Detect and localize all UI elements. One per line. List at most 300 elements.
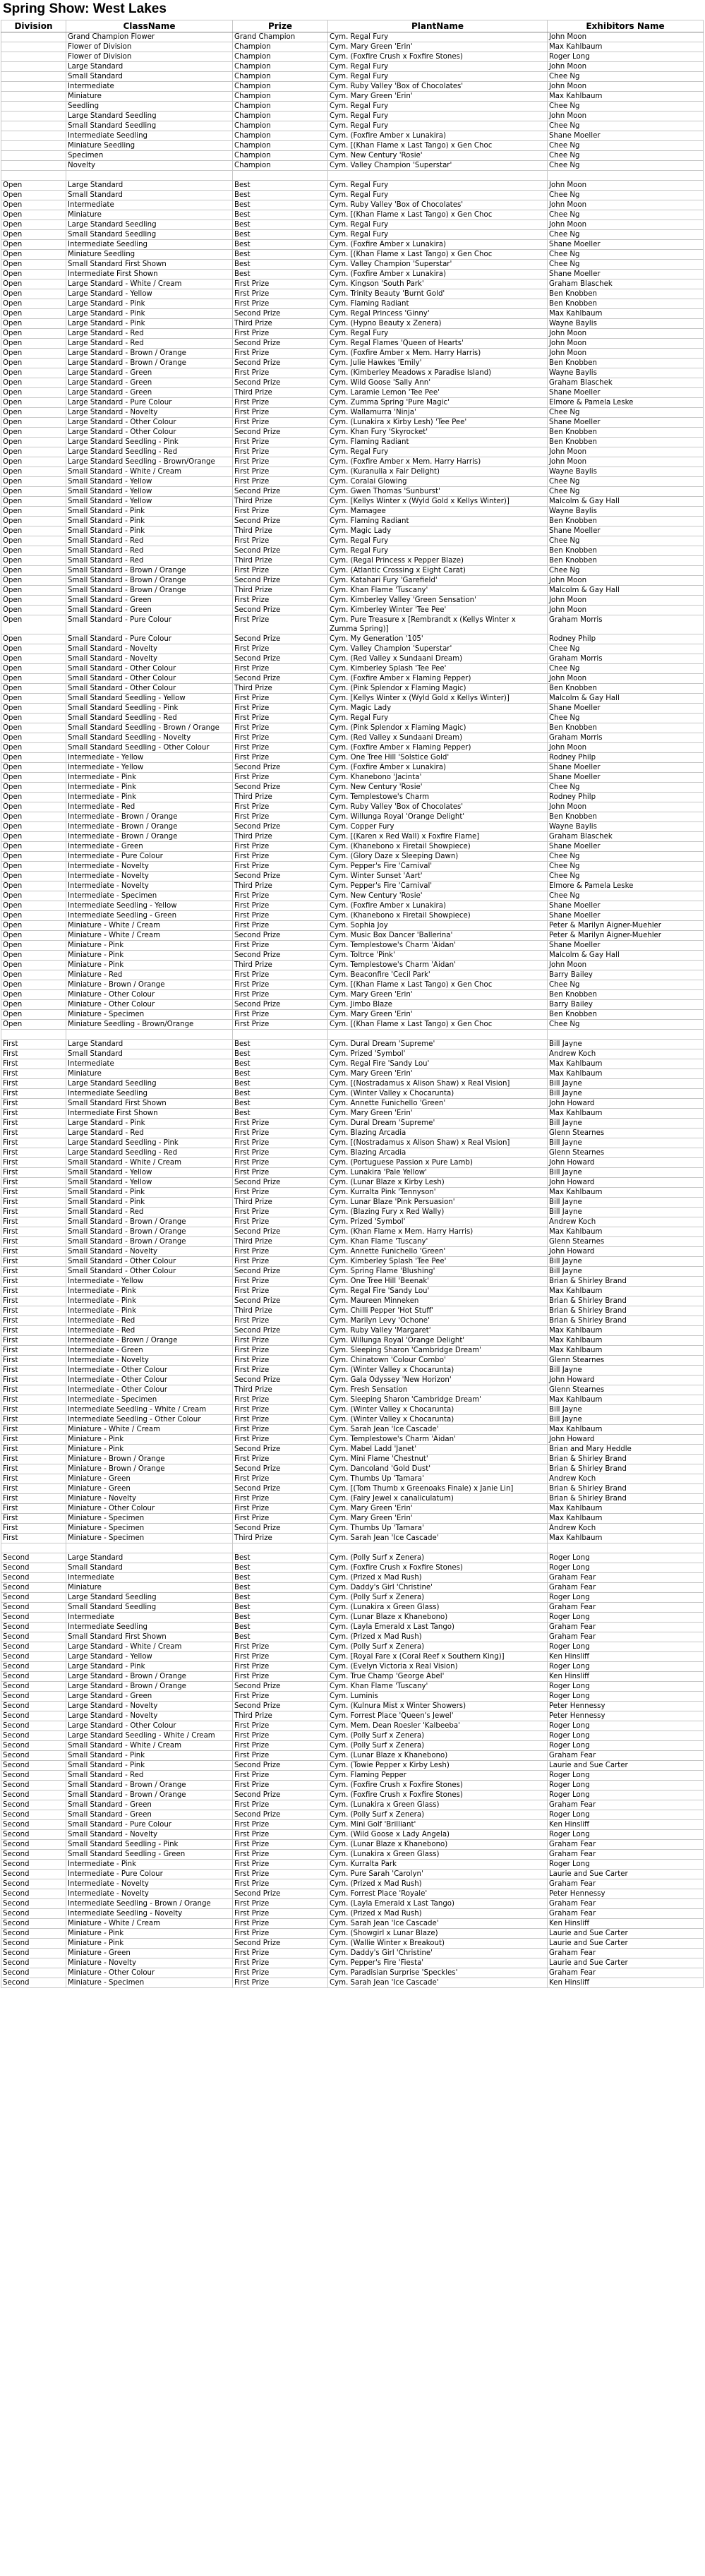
cell-classname: Small Standard - Red	[66, 546, 233, 556]
cell-prize: Best	[233, 1583, 328, 1593]
cell-division: Second	[1, 1919, 66, 1929]
table-row	[1, 1405, 704, 1415]
cell-division: Open	[1, 388, 66, 398]
cell-prize: Second Prize	[233, 822, 328, 832]
cell-prize: First Prize	[233, 1336, 328, 1346]
cell-prize: Third Prize	[233, 832, 328, 842]
cell-classname: Large Standard - Other Colour	[66, 428, 233, 438]
table-row	[1, 250, 704, 260]
table-row	[1, 349, 704, 359]
table-row	[1, 872, 704, 881]
table-row	[1, 862, 704, 872]
table-row	[1, 467, 704, 477]
cell-classname: Miniature	[66, 210, 233, 220]
cell-classname: Miniature - Green	[66, 1474, 233, 1484]
cell-exhibitor: Graham Blaschek	[548, 378, 704, 388]
cell-prize: First Prize	[233, 566, 328, 576]
cell-plantname: Cym. Annette Funichello 'Green'	[328, 1099, 548, 1109]
cell-exhibitor: Chee Ng	[548, 1020, 704, 1030]
cell-division: Open	[1, 536, 66, 546]
cell-division: Open	[1, 191, 66, 200]
cell-prize: Best	[233, 230, 328, 240]
cell-division: Open	[1, 487, 66, 497]
table-row	[1, 1326, 704, 1336]
table-row	[1, 319, 704, 329]
cell-exhibitor: Glenn Stearnes	[548, 1237, 704, 1247]
cell-division: First	[1, 1208, 66, 1217]
cell-classname: Intermediate - Specimen	[66, 1395, 233, 1405]
cell-plantname: Cym. (Prized x Mad Rush)	[328, 1573, 548, 1583]
cell-exhibitor: Chee Ng	[548, 477, 704, 487]
cell-division: First	[1, 1267, 66, 1277]
cell-classname: Intermediate - Yellow	[66, 753, 233, 763]
table-row	[1, 438, 704, 447]
cell-division: Open	[1, 408, 66, 418]
table-row	[1, 1198, 704, 1208]
cell-plantname: Cym. Wild Goose 'Sally Ann'	[328, 378, 548, 388]
cell-prize: Champion	[233, 52, 328, 62]
table-row	[1, 1751, 704, 1761]
cell-classname: Large Standard	[66, 1553, 233, 1563]
cell-division: Open	[1, 743, 66, 753]
cell-division	[1, 82, 66, 92]
cell-division: First	[1, 1464, 66, 1474]
cell-plantname: Cym. New Century 'Rosie'	[328, 783, 548, 793]
cell-prize: First Prize	[233, 1474, 328, 1484]
cell-prize: Second Prize	[233, 1296, 328, 1306]
cell-division: Open	[1, 921, 66, 931]
cell-prize: Second Prize	[233, 1227, 328, 1237]
cell-prize: First Prize	[233, 644, 328, 654]
cell-classname: Small Standard - Other Colour	[66, 1267, 233, 1277]
cell-plantname: Cym. Thumbs Up 'Tamara'	[328, 1524, 548, 1534]
cell-plantname: Cym. New Century 'Rosie'	[328, 151, 548, 161]
cell-classname: Small Standard - Red	[66, 1208, 233, 1217]
cell-exhibitor: Graham Morris	[548, 733, 704, 743]
cell-exhibitor: Graham Fear	[548, 1968, 704, 1978]
cell-plantname: Cym. Regal Fury	[328, 546, 548, 556]
cell-prize: Champion	[233, 92, 328, 102]
cell-division: Open	[1, 497, 66, 507]
cell-prize: Second Prize	[233, 606, 328, 615]
cell-prize: Second Prize	[233, 1376, 328, 1385]
cell-classname: Large Standard - Brown / Orange	[66, 349, 233, 359]
table-row	[1, 230, 704, 240]
cell-division: Open	[1, 980, 66, 990]
cell-classname: Small Standard - Yellow	[66, 1178, 233, 1188]
table-row	[1, 763, 704, 773]
cell-exhibitor: Ben Knobben	[548, 556, 704, 566]
cell-exhibitor: Shane Moeller	[548, 941, 704, 951]
cell-plantname: Cym. (Blazing Fury x Red Wally)	[328, 1208, 548, 1217]
table-row	[1, 606, 704, 615]
cell-division: First	[1, 1277, 66, 1287]
cell-classname: Intermediate - Pink	[66, 773, 233, 783]
table-row	[1, 1415, 704, 1425]
cell-plantname: Cym. Valley Champion 'Superstar'	[328, 644, 548, 654]
table-row	[1, 1188, 704, 1198]
cell-exhibitor: Bill Jayne	[548, 1119, 704, 1128]
cell-classname: Intermediate Seedling	[66, 240, 233, 250]
cell-division: First	[1, 1455, 66, 1464]
table-row	[1, 102, 704, 112]
cell-plantname: Cym. Khan Flame 'Tuscany'	[328, 1237, 548, 1247]
cell-division: Open	[1, 240, 66, 250]
cell-exhibitor: Roger Long	[548, 1563, 704, 1573]
cell-division: Second	[1, 1978, 66, 1988]
cell-plantname: Cym. [Kellys Winter x (Wyld Gold x Kellys Winter)]	[328, 694, 548, 704]
table-row	[1, 1109, 704, 1119]
cell-division	[1, 121, 66, 131]
cell-prize: Best	[233, 1069, 328, 1079]
table-row	[1, 1395, 704, 1405]
cell-exhibitor: Laurie and Sue Carter	[548, 1939, 704, 1949]
cell-prize: First Prize	[233, 802, 328, 812]
table-row	[1, 1010, 704, 1020]
cell-division: Open	[1, 852, 66, 862]
cell-exhibitor: Wayne Baylis	[548, 467, 704, 477]
table-row	[1, 1277, 704, 1287]
cell-division: Open	[1, 596, 66, 606]
cell-classname: Small Standard - Novelty	[66, 654, 233, 664]
cell-division	[1, 32, 66, 42]
cell-division: Second	[1, 1810, 66, 1820]
cell-classname: Large Standard - Green	[66, 1692, 233, 1702]
cell-exhibitor: Max Kahlbaum	[548, 1336, 704, 1346]
header-classname: ClassName	[66, 20, 233, 32]
cell-division: First	[1, 1079, 66, 1089]
cell-plantname: Cym. Gala Odyssey 'New Horizon'	[328, 1376, 548, 1385]
cell-division: Second	[1, 1800, 66, 1810]
cell-division: Open	[1, 1020, 66, 1030]
cell-exhibitor: Roger Long	[548, 1731, 704, 1741]
cell-exhibitor: Roger Long	[548, 1810, 704, 1820]
cell-plantname: Cym. Regal Fury	[328, 62, 548, 72]
cell-division: Second	[1, 1721, 66, 1731]
cell-prize: First Prize	[233, 1148, 328, 1158]
table-row	[1, 1741, 704, 1751]
cell-exhibitor: Roger Long	[548, 1790, 704, 1800]
cell-exhibitor: Chee Ng	[548, 852, 704, 862]
cell-division: Open	[1, 842, 66, 852]
table-row	[1, 1958, 704, 1968]
cell-division: First	[1, 1227, 66, 1237]
cell-exhibitor: Graham Fear	[548, 1850, 704, 1860]
cell-classname: Small Standard - Other Colour	[66, 674, 233, 684]
cell-division: Open	[1, 970, 66, 980]
cell-division: Second	[1, 1761, 66, 1771]
cell-exhibitor: Bill Jayne	[548, 1198, 704, 1208]
cell-classname: Intermediate - Pink	[66, 1860, 233, 1870]
cell-plantname: Cym. Mini Golf 'Brilliant'	[328, 1820, 548, 1830]
cell-plantname: Cym. (Polly Surf x Zenera)	[328, 1593, 548, 1603]
cell-plantname: Cym. (Kuranulla x Fair Delight)	[328, 467, 548, 477]
cell-exhibitor: Ken Hinsliff	[548, 1652, 704, 1662]
cell-classname: Miniature - Brown / Orange	[66, 1464, 233, 1474]
cell-plantname: Cym. Pepper's Fire 'Fiesta'	[328, 1958, 548, 1968]
cell-prize: Best	[233, 1109, 328, 1119]
cell-exhibitor: Elmore & Pamela Leske	[548, 881, 704, 891]
cell-division: Second	[1, 1949, 66, 1958]
cell-division: Open	[1, 941, 66, 951]
cell-exhibitor: Max Kahlbaum	[548, 1287, 704, 1296]
table-row	[1, 1030, 704, 1040]
cell-exhibitor: Max Kahlbaum	[548, 92, 704, 102]
table-row	[1, 309, 704, 319]
cell-exhibitor: John Moon	[548, 674, 704, 684]
cell-prize: First Prize	[233, 862, 328, 872]
cell-plantname: Cym. Trinity Beauty 'Burnt Gold'	[328, 289, 548, 299]
cell-exhibitor: Brian & Shirley Brand	[548, 1316, 704, 1326]
cell-plantname: Cym. Mary Green 'Erin'	[328, 92, 548, 102]
cell-classname: Intermediate - Pink	[66, 793, 233, 802]
cell-exhibitor: John Moon	[548, 802, 704, 812]
table-row	[1, 1939, 704, 1949]
cell-classname	[66, 1543, 233, 1553]
cell-classname: Intermediate Seedling	[66, 1089, 233, 1099]
cell-classname: Flower of Division	[66, 42, 233, 52]
cell-plantname: Cym. Kurralta Pink 'Tennyson'	[328, 1188, 548, 1198]
cell-division: Open	[1, 576, 66, 586]
cell-plantname: Cym. Blazing Arcadia	[328, 1128, 548, 1138]
cell-exhibitor: Max Kahlbaum	[548, 1534, 704, 1543]
cell-prize: Best	[233, 270, 328, 279]
cell-division: Open	[1, 901, 66, 911]
cell-classname: Large Standard - Pink	[66, 319, 233, 329]
table-row	[1, 1810, 704, 1820]
cell-exhibitor: Graham Fear	[548, 1800, 704, 1810]
cell-exhibitor: Ben Knobben	[548, 517, 704, 526]
cell-exhibitor: Chee Ng	[548, 536, 704, 546]
table-row	[1, 931, 704, 941]
table-row	[1, 980, 704, 990]
table-row	[1, 161, 704, 171]
cell-classname: Large Standard	[66, 181, 233, 191]
cell-plantname: Cym. Katahari Fury 'Garefield'	[328, 576, 548, 586]
cell-division: Open	[1, 517, 66, 526]
cell-plantname: Cym. (Winter Valley x Chocarunta)	[328, 1366, 548, 1376]
cell-prize: First Prize	[233, 1958, 328, 1968]
cell-division: First	[1, 1099, 66, 1109]
table-row	[1, 1899, 704, 1909]
cell-plantname: Cym. (Evelyn Victoria x Real Vision)	[328, 1662, 548, 1672]
cell-prize: Second Prize	[233, 1464, 328, 1474]
cell-division: First	[1, 1247, 66, 1257]
table-row	[1, 1761, 704, 1771]
table-row	[1, 1336, 704, 1346]
cell-plantname: Cym. Mary Green 'Erin'	[328, 1504, 548, 1514]
table-row	[1, 1682, 704, 1692]
table-row	[1, 368, 704, 378]
cell-exhibitor: Ben Knobben	[548, 723, 704, 733]
table-row	[1, 191, 704, 200]
cell-prize: Grand Champion	[233, 32, 328, 42]
table-row	[1, 487, 704, 497]
cell-plantname: Cym. Kimberley Valley 'Green Sensation'	[328, 596, 548, 606]
table-row	[1, 447, 704, 457]
cell-exhibitor: Graham Morris	[548, 654, 704, 664]
cell-prize: First Prize	[233, 1415, 328, 1425]
cell-prize: First Prize	[233, 368, 328, 378]
cell-exhibitor: Ben Knobben	[548, 299, 704, 309]
table-row	[1, 240, 704, 250]
cell-plantname: Cym. Mary Green 'Erin'	[328, 1010, 548, 1020]
table-row	[1, 1128, 704, 1138]
cell-exhibitor: Brian & Shirley Brand	[548, 1277, 704, 1287]
table-row	[1, 289, 704, 299]
cell-exhibitor: Shane Moeller	[548, 763, 704, 773]
cell-prize: First Prize	[233, 1830, 328, 1840]
table-row	[1, 753, 704, 763]
cell-exhibitor: Rodney Philp	[548, 793, 704, 802]
cell-prize: First Prize	[233, 1455, 328, 1464]
cell-exhibitor: Shane Moeller	[548, 270, 704, 279]
cell-exhibitor: Chee Ng	[548, 230, 704, 240]
cell-prize: First Prize	[233, 1158, 328, 1168]
cell-division: Second	[1, 1573, 66, 1583]
cell-prize: Champion	[233, 131, 328, 141]
cell-plantname: Cym. Luminis	[328, 1692, 548, 1702]
cell-classname: Large Standard - Red	[66, 329, 233, 339]
cell-classname: Small Standard - Yellow	[66, 487, 233, 497]
table-row	[1, 408, 704, 418]
cell-classname: Large Standard - Pink	[66, 299, 233, 309]
cell-classname: Intermediate - Red	[66, 1316, 233, 1326]
cell-plantname: Cym. Blazing Arcadia	[328, 1148, 548, 1158]
cell-classname: Miniature - Pink	[66, 1435, 233, 1445]
cell-plantname: Cym. Pure Sarah 'Carolyn'	[328, 1870, 548, 1879]
cell-division: Open	[1, 586, 66, 596]
table-row	[1, 92, 704, 102]
cell-classname: Miniature - White / Cream	[66, 1919, 233, 1929]
cell-prize: Second Prize	[233, 1682, 328, 1692]
cell-division: First	[1, 1435, 66, 1445]
cell-exhibitor: Ken Hinsliff	[548, 1978, 704, 1988]
cell-exhibitor: Shane Moeller	[548, 418, 704, 428]
cell-exhibitor: Brian & Shirley Brand	[548, 1494, 704, 1504]
cell-exhibitor: Max Kahlbaum	[548, 42, 704, 52]
cell-prize: Best	[233, 1563, 328, 1573]
cell-division: Open	[1, 309, 66, 319]
cell-plantname: Cym. Spring Flame 'Blushing'	[328, 1267, 548, 1277]
cell-prize: First Prize	[233, 1356, 328, 1366]
cell-exhibitor: Brian & Shirley Brand	[548, 1296, 704, 1306]
table-row	[1, 1296, 704, 1306]
cell-plantname: Cym. [Kellys Winter x (Wyld Gold x Kellys Winter)]	[328, 497, 548, 507]
cell-division: Second	[1, 1850, 66, 1860]
table-row	[1, 1494, 704, 1504]
table-row	[1, 1455, 704, 1464]
cell-exhibitor: Shane Moeller	[548, 526, 704, 536]
cell-plantname: Cym. (Lunakira x Green Glass)	[328, 1603, 548, 1613]
cell-exhibitor: Barry Bailey	[548, 1000, 704, 1010]
cell-exhibitor: Chee Ng	[548, 121, 704, 131]
cell-plantname: Cym. (Layla Emerald x Last Tango)	[328, 1899, 548, 1909]
cell-prize: First Prize	[233, 694, 328, 704]
table-row	[1, 1049, 704, 1059]
table-row	[1, 536, 704, 546]
cell-classname: Small Standard Seedling - Yellow	[66, 694, 233, 704]
cell-plantname: Cym. (Lunar Blaze x Khanebono)	[328, 1613, 548, 1623]
cell-plantname: Cym. One Tree Hill 'Beenak'	[328, 1277, 548, 1287]
table-row	[1, 546, 704, 556]
table-row	[1, 1692, 704, 1702]
cell-plantname: Cym. Ruby Valley 'Box of Chocolates'	[328, 82, 548, 92]
cell-prize: First Prize	[233, 467, 328, 477]
cell-exhibitor: Bill Jayne	[548, 1040, 704, 1049]
cell-prize: Second Prize	[233, 359, 328, 368]
cell-classname: Large Standard Seedling	[66, 1079, 233, 1089]
table-row	[1, 1840, 704, 1850]
cell-prize: First Prize	[233, 1840, 328, 1850]
table-row	[1, 32, 704, 42]
cell-classname: Small Standard - Pink	[66, 1188, 233, 1198]
cell-plantname: Cym. Copper Fury	[328, 822, 548, 832]
cell-plantname: Cym. Regal Fire 'Sandy Lou'	[328, 1287, 548, 1296]
cell-exhibitor: John Moon	[548, 181, 704, 191]
table-row	[1, 1376, 704, 1385]
cell-exhibitor: Ken Hinsliff	[548, 1919, 704, 1929]
cell-division: Open	[1, 961, 66, 970]
cell-plantname: Cym. (Khan Flame x Mem. Harry Harris)	[328, 1227, 548, 1237]
cell-exhibitor: Bill Jayne	[548, 1079, 704, 1089]
cell-division: First	[1, 1494, 66, 1504]
cell-plantname: Cym. Chilli Pepper 'Hot Stuff'	[328, 1306, 548, 1316]
cell-classname: Miniature Seedling	[66, 141, 233, 151]
cell-prize: Third Prize	[233, 497, 328, 507]
cell-plantname: Cym. Kurralta Park	[328, 1860, 548, 1870]
cell-division: Second	[1, 1771, 66, 1781]
cell-division: Open	[1, 339, 66, 349]
cell-prize: Best	[233, 1099, 328, 1109]
cell-plantname: Cym. (Foxfire Amber x Lunakira)	[328, 240, 548, 250]
cell-division: Second	[1, 1840, 66, 1850]
cell-prize: Best	[233, 240, 328, 250]
table-row	[1, 1464, 704, 1474]
cell-division: Second	[1, 1632, 66, 1642]
cell-classname: Large Standard Seedling - Red	[66, 447, 233, 457]
cell-exhibitor: Roger Long	[548, 1682, 704, 1692]
cell-exhibitor: Bill Jayne	[548, 1257, 704, 1267]
cell-classname: Small Standard - Brown / Orange	[66, 566, 233, 576]
cell-division: Open	[1, 546, 66, 556]
cell-prize: Third Prize	[233, 388, 328, 398]
cell-exhibitor: Graham Fear	[548, 1899, 704, 1909]
cell-prize: First Prize	[233, 1850, 328, 1860]
cell-prize: First Prize	[233, 1119, 328, 1128]
table-row	[1, 793, 704, 802]
cell-prize: First Prize	[233, 891, 328, 901]
cell-prize: First Prize	[233, 1662, 328, 1672]
cell-classname: Large Standard - Green	[66, 368, 233, 378]
cell-classname: Small Standard Seedling - Pink	[66, 704, 233, 714]
cell-division: Second	[1, 1958, 66, 1968]
table-row	[1, 1356, 704, 1366]
cell-exhibitor: Chee Ng	[548, 664, 704, 674]
cell-exhibitor: Chee Ng	[548, 260, 704, 270]
cell-division: Open	[1, 467, 66, 477]
table-row	[1, 82, 704, 92]
table-row	[1, 654, 704, 664]
page-title: Spring Show: West Lakes	[3, 1, 167, 16]
table-row	[1, 112, 704, 121]
cell-exhibitor: Bill Jayne	[548, 1208, 704, 1217]
cell-classname: Small Standard Seedling	[66, 230, 233, 240]
table-row	[1, 171, 704, 181]
cell-plantname: Cym. Mini Flame 'Chestnut'	[328, 1455, 548, 1464]
cell-exhibitor: Chee Ng	[548, 151, 704, 161]
cell-exhibitor: John Moon	[548, 457, 704, 467]
